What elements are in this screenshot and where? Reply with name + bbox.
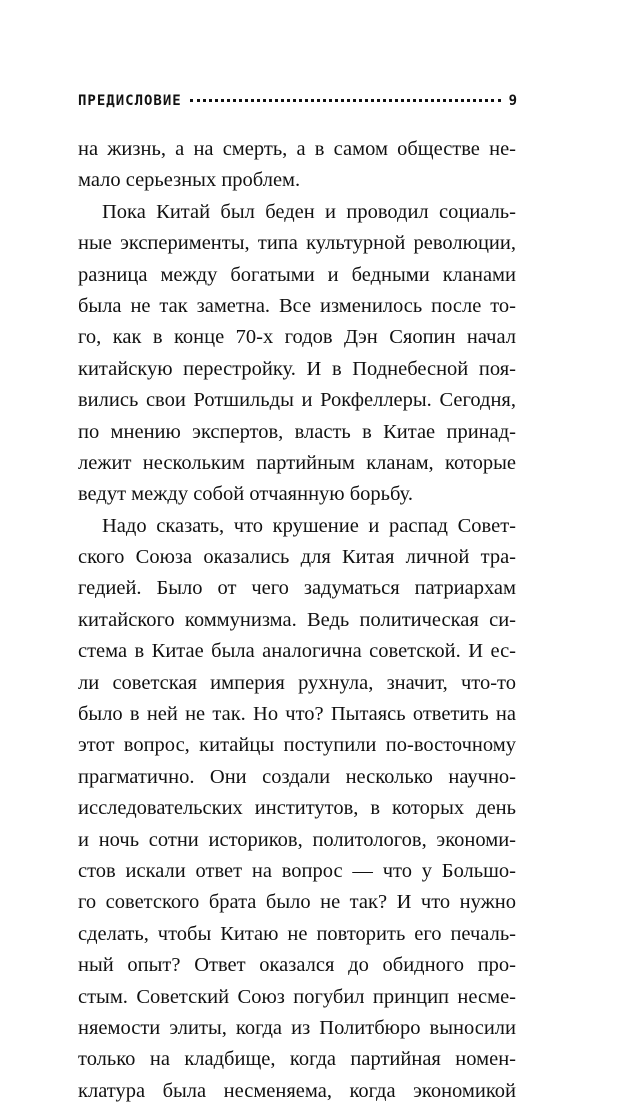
text-line: китайскую перестройку. И в Поднебесной поя- [78,357,516,380]
text-line: была не так заметна. Все изменилось после то- [78,294,516,317]
text-line: клатура была несменяема, когда экономикой [78,1079,516,1102]
body-text [78,134,516,1107]
text-line: стым. Советский Союз погубил принцип несме- [78,985,516,1008]
text-line: ные эксперименты, типа культурной революции, [78,232,516,255]
text-line: Надо сказать, что крушение и распад Совет- [102,514,516,537]
text-line: ведут между собой отчаянную борьбу. [78,483,413,506]
text-line: было в ней не так. Но что? Пытаясь ответить на [78,703,516,726]
text-line: лежит нескольким партийным кланам, которые [78,451,516,474]
text-line: стов искали ответ на вопрос — что у Большо- [78,859,516,882]
text-line: сделать, чтобы Китаю не повторить его печаль- [78,922,516,945]
text-line: Пока Китай был беден и проводил социаль- [102,200,516,223]
text-line: стема в Китае была аналогична советской. И ес- [78,640,516,663]
text-line: ского Союза оказались для Китая личной тра- [78,546,516,569]
running-head [78,93,518,115]
text-line: го, как в конце 70-х годов Дэн Сяопин начал [78,326,516,349]
text-line: гедией. Было от чего задуматься патриархам [78,577,516,600]
text-line: китайского коммунизма. Ведь политическая си- [78,608,516,631]
text-line: исследовательских институтов, в которых день [78,797,516,820]
text-line: этот вопрос, китайцы поступили по-восточному [78,734,516,757]
text-line: и ночь сотни историков, политологов, экономи- [78,828,516,851]
text-line: по мнению экспертов, власть в Китае принад- [78,420,516,443]
text-line: ли советская империя рухнула, значит, что-то [78,671,516,694]
dot-leader [190,99,501,102]
text-line: мало серьезных проблем. [78,169,301,192]
text-line: прагматично. Они создали несколько научно- [78,765,516,788]
text-line: только на кладбище, когда партийная номен- [78,1048,516,1071]
text-line: на жизнь, а на смерть, а в самом обществе не- [78,138,516,160]
section-title: ПРЕДИСЛОВИЕ [78,93,182,109]
page-number: 9 [508,93,518,109]
text-line: го советского брата было не так? И что нужно [78,891,516,914]
text-line: няемости элиты, когда из Политбюро выносили [78,1016,516,1039]
text-line: ный опыт? Ответ оказался до обидного про- [78,954,516,977]
text-line: разница между богатыми и бедными кланами [78,263,516,286]
text-line: вились свои Ротшильды и Рокфеллеры. Сегодня, [78,389,516,412]
